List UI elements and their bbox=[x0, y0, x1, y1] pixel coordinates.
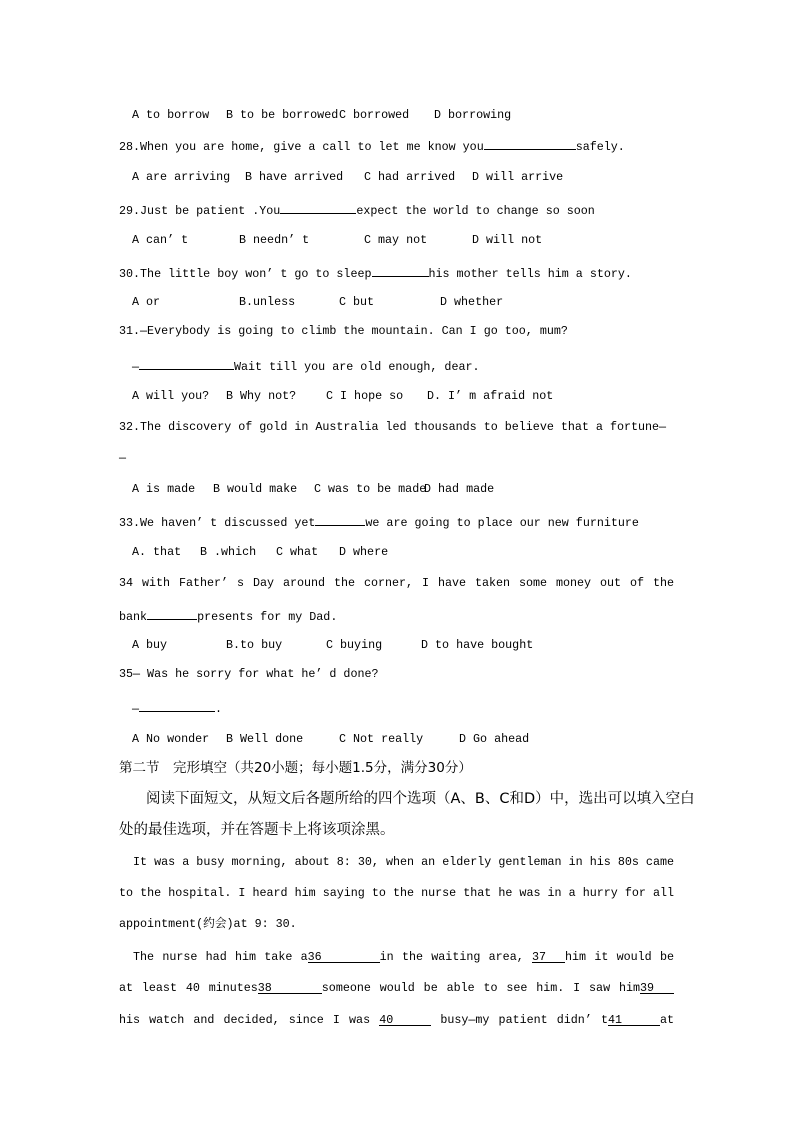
q33-option-d: D where bbox=[339, 545, 389, 559]
q30-option-c: C but bbox=[339, 295, 375, 309]
q31-stem: 31.—Everybody is going to climb the mountain. Can I go too, mum? bbox=[119, 324, 568, 338]
q28-options bbox=[119, 169, 564, 185]
q34-stem: 34 with Father’ s Day around the corner, I have taken some money out of the bbox=[119, 576, 674, 590]
q35-option-d: D Go ahead bbox=[459, 732, 530, 746]
passage-text: someone would be able to see him. I saw him bbox=[321, 981, 640, 995]
q31-blank bbox=[139, 356, 234, 370]
q29-stem bbox=[119, 200, 595, 216]
q30-stem-pre: 30.The little boy won’ t go to sleep bbox=[119, 267, 372, 281]
q31-options bbox=[119, 388, 554, 404]
section-title: 第二节 完形填空（共20小题；每小题1.5分，满分30分） bbox=[119, 760, 472, 776]
q33-stem-pre: 33.We haven’ t discussed yet bbox=[119, 516, 316, 530]
q34-option-c: C buying bbox=[326, 638, 383, 652]
q28-option-a: A are arriving bbox=[132, 170, 231, 184]
passage-text: at bbox=[659, 1013, 674, 1027]
q34-stem-pre: bank bbox=[119, 610, 148, 624]
q29-option-d: D will not bbox=[472, 233, 543, 247]
blank-39: 39 bbox=[640, 980, 674, 994]
q33-option-a: A. that bbox=[132, 545, 182, 559]
q34-option-a: A buy bbox=[132, 638, 168, 652]
q29-options bbox=[119, 232, 543, 248]
blank-40: 40 bbox=[379, 1012, 431, 1026]
q31-dash: — bbox=[132, 360, 140, 374]
q32-stem-cont: — bbox=[119, 451, 127, 465]
q35-blank bbox=[139, 698, 215, 712]
q28-option-c: C had arrived bbox=[364, 170, 456, 184]
q35-option-c: C Not really bbox=[339, 732, 424, 746]
q34-options bbox=[119, 637, 534, 653]
q31-reply-text: Wait till you are old enough, dear. bbox=[234, 360, 480, 374]
q30-option-a: A or bbox=[132, 295, 161, 309]
q27-options bbox=[119, 107, 512, 123]
q28-option-b: B have arrived bbox=[245, 170, 344, 184]
q28-stem-post: safely. bbox=[575, 140, 625, 154]
passage-text: at least 40 minutes bbox=[119, 981, 258, 995]
q30-option-b: B.unless bbox=[239, 295, 296, 309]
q29-stem-post: expect the world to change so soon bbox=[356, 204, 595, 218]
section-instructions-line1: 阅读下面短文，从短文后各题所给的四个选项（A、B、C和D）中，选出可以填入空白 bbox=[146, 791, 695, 807]
q32-options bbox=[119, 481, 495, 497]
q35-options bbox=[119, 731, 530, 747]
blank-37: 37 bbox=[532, 949, 565, 963]
blank-36: 36 bbox=[308, 949, 380, 963]
passage-line-1: It was a busy morning, about 8: 30, when an elderly gentleman in his 80s came bbox=[133, 855, 674, 869]
passage-text: in the waiting area, bbox=[379, 950, 524, 964]
q35-period: . bbox=[215, 702, 223, 716]
q30-stem-post: his mother tells him a story. bbox=[428, 267, 632, 281]
passage-line-6 bbox=[119, 1012, 674, 1028]
q28-stem bbox=[119, 136, 625, 152]
q29-blank bbox=[280, 200, 356, 214]
q31-option-d: D. I’ m afraid not bbox=[427, 389, 554, 403]
q29-option-c: C may not bbox=[364, 233, 428, 247]
q35-option-b: B Well done bbox=[226, 732, 304, 746]
q29-stem-pre: 29.Just be patient .You bbox=[119, 204, 281, 218]
passage-line-4 bbox=[133, 949, 674, 965]
passage-text: him it would be bbox=[565, 950, 674, 964]
q27-option-c: C borrowed bbox=[339, 108, 410, 122]
q32-option-b: B would make bbox=[213, 482, 298, 496]
q33-stem bbox=[119, 512, 639, 528]
q35-dash: — bbox=[132, 702, 140, 716]
q27-option-a: A to borrow bbox=[132, 108, 210, 122]
q32-option-d: D had made bbox=[424, 482, 495, 496]
passage-text: busy—my patient didn’ t bbox=[440, 1013, 608, 1027]
q34-option-b: B.to buy bbox=[226, 638, 283, 652]
blank-41: 41 bbox=[608, 1012, 660, 1026]
q27-option-d: D borrowing bbox=[434, 108, 512, 122]
q33-blank bbox=[315, 512, 365, 526]
q29-option-b: B needn’ t bbox=[239, 233, 310, 247]
q35-reply bbox=[132, 698, 222, 714]
q33-stem-post: we are going to place our new furniture bbox=[365, 516, 639, 530]
passage-line-3: appointment(约会)at 9: 30. bbox=[119, 917, 297, 931]
q35-stem: 35— Was he sorry for what he’ d done? bbox=[119, 667, 379, 681]
q28-blank bbox=[484, 136, 576, 150]
q34-stem-cont bbox=[119, 606, 337, 622]
q32-option-a: A is made bbox=[132, 482, 196, 496]
q31-option-b: B Why not? bbox=[226, 389, 297, 403]
q27-option-b: B to be borrowed bbox=[226, 108, 339, 122]
q33-option-b: B .which bbox=[200, 545, 257, 559]
q35-option-a: A No wonder bbox=[132, 732, 210, 746]
passage-line-5 bbox=[119, 980, 674, 996]
q32-stem: 32.The discovery of gold in Australia led thousands to believe that a fortune— bbox=[119, 420, 667, 434]
q34-stem-post: presents for my Dad. bbox=[197, 610, 338, 624]
q28-stem-pre: 28.When you are home, give a call to let me know you bbox=[119, 140, 484, 154]
passage-text: The nurse had him take a bbox=[133, 950, 308, 964]
section-instructions-line2: 处的最佳选项，并在答题卡上将该项涂黑。 bbox=[119, 822, 395, 838]
passage-text: his watch and decided, since I was bbox=[119, 1013, 371, 1027]
q31-option-a: A will you? bbox=[132, 389, 210, 403]
blank-38: 38 bbox=[258, 980, 322, 994]
q30-blank bbox=[372, 263, 429, 277]
q34-blank bbox=[147, 606, 197, 620]
q30-option-d: D whether bbox=[440, 295, 504, 309]
q32-option-c: C was to be made bbox=[314, 482, 427, 496]
q30-options bbox=[119, 294, 504, 310]
q34-option-d: D to have bought bbox=[421, 638, 534, 652]
q33-options bbox=[119, 544, 389, 560]
q33-option-c: C what bbox=[276, 545, 319, 559]
q31-option-c: C I hope so bbox=[326, 389, 404, 403]
q28-option-d: D will arrive bbox=[472, 170, 564, 184]
q29-option-a: A can’ t bbox=[132, 233, 189, 247]
passage-line-2: to the hospital. I heard him saying to the nurse that he was in a hurry for all bbox=[119, 886, 674, 900]
q30-stem bbox=[119, 263, 632, 279]
q31-reply bbox=[132, 356, 480, 372]
